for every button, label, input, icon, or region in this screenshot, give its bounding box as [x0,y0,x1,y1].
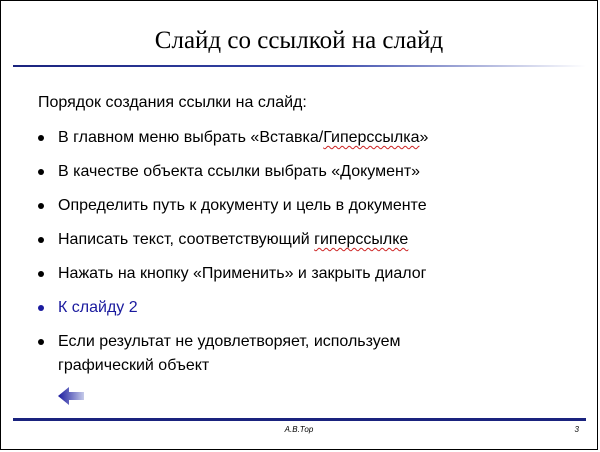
page-number: 3 [574,425,579,434]
bullet-item [38,262,558,286]
slide-link-item[interactable] [38,296,558,320]
footer-divider [13,418,586,421]
bullet-text: графический объект [58,357,210,374]
bullet-item [38,194,558,218]
bullet-text: В качестве объекта ссылки выбрать «Документ» [58,163,421,180]
footer-author: А.В.Тор [284,425,314,434]
bullet-icon [38,237,44,243]
spellcheck-word: Гиперссылка [323,129,420,146]
bullet-text: В главном меню выбрать «Вставка/ [58,129,324,146]
bullet-icon [38,271,44,277]
bullet-icon [38,339,44,345]
spellcheck-word: гиперссылке [314,231,409,248]
bullet-icon [38,203,44,209]
bullet-item [38,330,558,378]
intro-text: Порядок создания ссылки на слайд: [38,94,307,111]
bullet-icon [38,135,44,141]
bullet-item [38,160,558,184]
slide-2-link[interactable]: К слайду 2 [58,299,138,316]
bullet-text: Если результат не удовлетворяет, используем [58,333,401,350]
bullet-text: » [419,129,429,146]
back-arrow-icon[interactable] [58,387,84,405]
bullet-list [38,126,558,388]
bullet-icon [38,169,44,175]
bullet-text: Определить путь к документу и цель в документе [58,197,427,214]
bullet-text: Нажать на кнопку «Применить» и закрыть диалог [58,265,427,282]
slide-title: Слайд со ссылкой на слайд [154,27,444,54]
title-divider [13,65,586,67]
bullet-text: Написать текст, соответствующий [58,231,315,248]
bullet-item [38,228,558,252]
bullet-item [38,126,558,150]
bullet-icon [38,305,44,311]
back-arrow-icon[interactable] [58,387,84,405]
